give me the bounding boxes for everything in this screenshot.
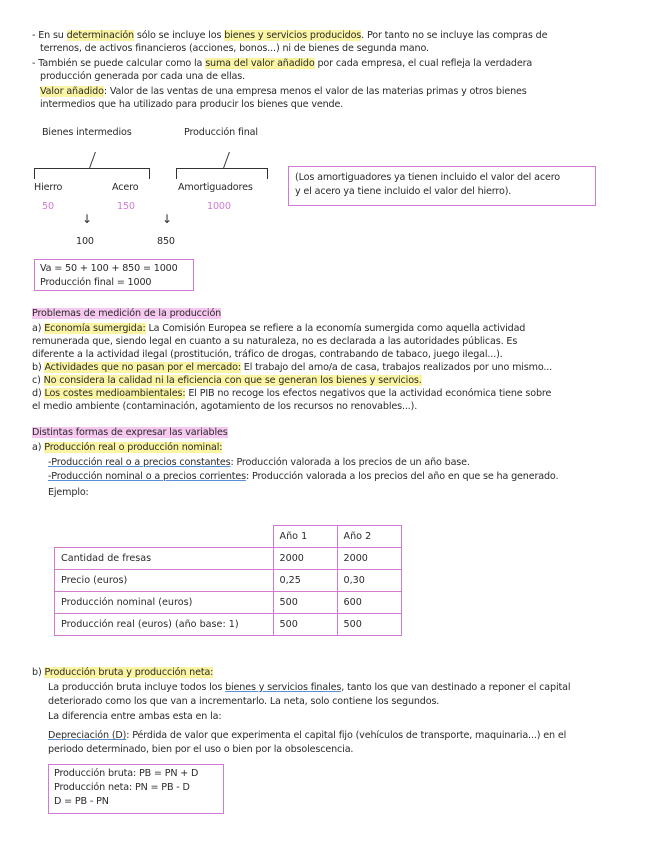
- note-line-1: (Los amortiguadores ya tienen incluido el valor del acero: [295, 172, 561, 183]
- table-cell: 600: [337, 592, 401, 614]
- highlight-bienes-servicios: bienes y servicios producidos: [224, 30, 362, 41]
- bracket-final-right: [267, 168, 268, 179]
- section-title-problemas: [32, 308, 221, 320]
- bracket-intermedios-right: [149, 168, 150, 179]
- table-header-cell: Año 2: [337, 526, 401, 548]
- text-segment: La Comisión Europea se refiere a la economía sumergida como aquella actividad: [145, 323, 526, 334]
- text-segment: c): [32, 375, 44, 386]
- label-amortiguadores: Amortiguadores: [178, 182, 253, 193]
- table-header-row: [55, 526, 402, 548]
- produccion-nominal-line: [48, 471, 558, 483]
- intro-bullet-1-line-1: [32, 30, 547, 42]
- depreciacion-label: Depreciación (D): [48, 730, 127, 741]
- example-table: [54, 525, 402, 636]
- table-row: [55, 548, 402, 570]
- highlight-determinacion: determinación: [66, 30, 134, 41]
- formula-bruta: Producción bruta: PB = PN + D: [54, 768, 199, 779]
- table-cell: Precio (euros): [55, 570, 274, 592]
- highlight-economia-sumergida: Economía sumergida:: [44, 323, 146, 334]
- text-segment: por cada empresa, el cual refleja la verdadera: [314, 58, 533, 69]
- bracket-final-peak: [223, 152, 230, 168]
- produccion-nominal-label: -Producción nominal o a precios corrientes: [48, 471, 247, 482]
- highlight-bruta-neta: Producción bruta y producción neta:: [44, 667, 214, 678]
- arrow-down-icon: ↓: [162, 212, 173, 226]
- valor-anadido-label: Valor añadido: [40, 86, 104, 97]
- intro-bullet-2-line-2: producción generada por cada una de ellas.: [40, 71, 246, 82]
- bruta-line-2: deteriorado como los que van a incrementarlo. La neta, solo contiene los segundos.: [48, 696, 440, 707]
- table-cell: 500: [273, 614, 337, 636]
- depreciacion-line-2: periodo determinado, bien por el uso o bien por la obsolescencia.: [48, 744, 354, 755]
- table-cell: Cantidad de fresas: [55, 548, 274, 570]
- title-text: Problemas de medición de la producción: [32, 308, 222, 319]
- bracket-final-left: [176, 168, 177, 179]
- intro-bullet-1-line-2: terrenos, de activos financieros (acciones, bonos...) ni de bienes de segunda mano.: [40, 43, 429, 54]
- table-cell: Producción real (euros) (año base: 1): [55, 614, 274, 636]
- text-segment: La producción bruta incluye todos los: [48, 682, 226, 693]
- intro-bullet-2-line-1: [32, 58, 532, 70]
- section-title-formas: [32, 427, 228, 439]
- value-amortiguadores: 1000: [207, 201, 231, 212]
- formula-neta: Producción neta: PN = PB - D: [54, 782, 190, 793]
- value-850: 850: [157, 236, 175, 247]
- text-segment: : Valor de las ventas de una empresa menos el valor de las materias primas y otros bienes: [103, 86, 527, 97]
- text-segment: a): [32, 442, 45, 453]
- text-segment: b): [32, 667, 45, 678]
- text-segment: : Pérdida de valor que experimenta el capital fijo (vehículos de transporte, maquinaria...) en el: [126, 730, 567, 741]
- value-hierro: 50: [42, 201, 54, 212]
- table-row: [55, 570, 402, 592]
- table-cell: Producción nominal (euros): [55, 592, 274, 614]
- table-cell: 500: [273, 592, 337, 614]
- problema-d-line-1: [32, 388, 551, 400]
- formula-depreciacion: D = PB - PN: [54, 796, 109, 807]
- table-cell: 2000: [273, 548, 337, 570]
- table-header-cell: [55, 526, 274, 548]
- bracket-final-bar: [176, 168, 268, 169]
- produccion-real-line: [48, 457, 470, 469]
- label-bienes-intermedios: Bienes intermedios: [42, 127, 132, 138]
- highlight-costes: Los costes medioambientales:: [44, 388, 186, 399]
- table-row: [55, 614, 402, 636]
- problema-a-line-1: [32, 323, 525, 335]
- table-cell: 2000: [337, 548, 401, 570]
- calc-line-1: Va = 50 + 100 + 850 = 1000: [40, 263, 178, 274]
- bracket-intermedios-bar: [34, 168, 150, 169]
- text-segment: : Producción valorada a los precios del año en que se ha generado.: [246, 471, 559, 482]
- problema-d-line-2: el medio ambiente (contaminación, agotamiento de los recursos no renovables...).: [32, 401, 418, 412]
- text-segment: a): [32, 323, 45, 334]
- highlight-real-nominal: Producción real o producción nominal:: [44, 442, 223, 453]
- bienes-finales-label: bienes y servicios finales: [225, 682, 342, 693]
- text-segment: . Por tanto no se incluye las compras de: [361, 30, 548, 41]
- problema-c-line-1: [32, 375, 422, 387]
- highlight-valor-anadido: suma del valor añadido: [205, 58, 315, 69]
- table-header-cell: Año 1: [273, 526, 337, 548]
- title-text: Distintas formas de expresar las variables: [32, 427, 228, 438]
- text-segment: , tanto los que van destinado a reponer el capital: [341, 682, 571, 693]
- bruta-line-1: [48, 682, 570, 694]
- highlight-actividades: Actividades que no pasan por el mercado:: [44, 362, 241, 373]
- bracket-intermedios-peak: [89, 152, 96, 168]
- text-segment: sólo se incluye los: [133, 30, 225, 41]
- text-segment: : Producción valorada a los precios de un año base.: [230, 457, 470, 468]
- problema-a-line-3: diferente a la actividad ilegal (prostitución, tráfico de drogas, contrabando de tabaco, juego ilegal...).: [32, 349, 503, 360]
- table-cell: 0,25: [273, 570, 337, 592]
- depreciacion-line-1: [48, 730, 566, 742]
- valor-anadido-definition-line-1: [40, 86, 527, 98]
- label-produccion-final: Producción final: [184, 127, 258, 138]
- bruta-heading: [32, 667, 213, 679]
- calc-line-2: Producción final = 1000: [40, 277, 152, 288]
- produccion-real-label: -Producción real o a precios constantes: [48, 457, 231, 468]
- value-acero: 150: [117, 201, 135, 212]
- note-line-2: y el acero ya tiene incluido el valor del hierro).: [295, 186, 512, 197]
- label-hierro: Hierro: [34, 182, 63, 193]
- text-segment: - En su: [32, 30, 67, 41]
- text-segment: b): [32, 362, 45, 373]
- text-segment: El trabajo del amo/a de casa, trabajos realizados por uno mismo...: [240, 362, 553, 373]
- arrow-down-icon: ↓: [82, 212, 93, 226]
- text-segment: d): [32, 388, 45, 399]
- bruta-line-3: La diferencia entre ambas esta en la:: [48, 711, 222, 722]
- problema-b-line-1: [32, 362, 552, 374]
- text-segment: - También se puede calcular como la: [32, 58, 206, 69]
- ejemplo-label: Ejemplo:: [48, 487, 89, 498]
- problema-a-line-2: remunerada que, siendo legal en cuanto a su naturaleza, no es declarada a las autoridades públicas. Es: [32, 336, 518, 347]
- bracket-intermedios-left: [34, 168, 35, 179]
- value-100: 100: [76, 236, 94, 247]
- formas-a-heading: [32, 442, 222, 454]
- table-row: [55, 592, 402, 614]
- valor-anadido-definition-line-2: intermedios que ha utilizado para producir los bienes que vende.: [40, 99, 344, 110]
- highlight-calidad: No considera la calidad ni la eficiencia con que se generan los bienes y servicios.: [43, 375, 422, 386]
- label-acero: Acero: [112, 182, 139, 193]
- table-cell: 0,30: [337, 570, 401, 592]
- table-cell: 500: [337, 614, 401, 636]
- text-segment: El PIB no recoge los efectos negativos que la actividad económica tiene sobre: [185, 388, 552, 399]
